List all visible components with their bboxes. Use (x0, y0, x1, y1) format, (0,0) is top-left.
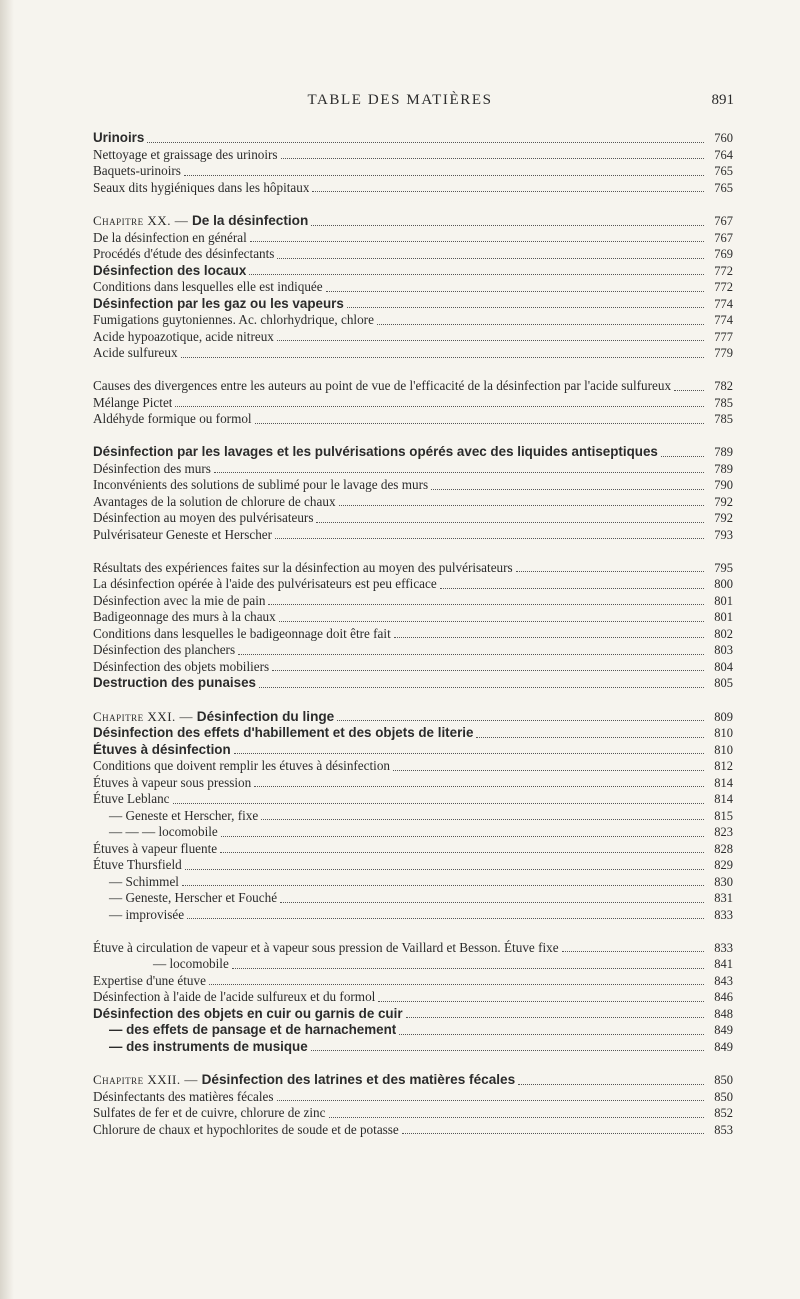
toc-entry-page: 790 (714, 478, 733, 492)
dot-leader (674, 390, 704, 391)
toc-entry-label: Pulvérisateur Geneste et Herscher (93, 526, 273, 542)
toc-entry-page: 789 (714, 461, 733, 476)
toc-entry (93, 461, 733, 478)
dot-leader (393, 770, 704, 771)
toc-entry-label: Procédés d'étude des désinfectants (93, 246, 275, 261)
toc-entry-page: 828 (714, 841, 733, 856)
toc-entry-page: 785 (714, 395, 733, 410)
toc-entry-page: 789 (714, 445, 733, 459)
toc-entry-label: Désinfection des objets en cuir ou garnis de cuir (93, 1005, 403, 1021)
toc-entry-page: 785 (714, 412, 733, 426)
toc-entry-page: 795 (714, 560, 733, 575)
toc-entry (93, 263, 733, 280)
dot-leader (255, 423, 704, 424)
toc-entry-label: Étuves à désinfection (93, 741, 231, 757)
dot-leader (254, 786, 704, 787)
toc-entry-label: Causes des divergences entre les auteurs au point de vue de l'efficacité de la désinfection par l'acide sulfureux (93, 378, 672, 393)
toc-entry (93, 642, 733, 659)
toc-entry-label: Désinfection par les gaz ou les vapeurs (93, 295, 344, 311)
toc-entry-label: La désinfection opérée à l'aide des pulvérisateurs est peu efficace (93, 576, 437, 591)
toc-entry-page: 814 (714, 775, 733, 790)
toc-entry-page: 769 (714, 247, 733, 261)
toc-entry-label: Urinoirs (93, 130, 145, 145)
dot-leader (281, 158, 704, 159)
toc-entry (93, 163, 733, 180)
toc-entry-page: 831 (714, 891, 733, 905)
dot-leader (277, 340, 704, 341)
toc-entry-page: 802 (714, 626, 733, 641)
toc-entry-label: Conditions que doivent remplir les étuves à désinfection (93, 758, 391, 773)
dot-leader (329, 1117, 704, 1118)
dot-leader (181, 357, 704, 358)
toc-entry-label: Désinfection avec la mie de pain (93, 592, 266, 608)
toc-entry-page: 782 (714, 379, 733, 393)
toc-entry-label: Étuves à vapeur fluente (93, 840, 218, 856)
toc-entry (93, 1105, 733, 1122)
toc-entry-label: Désinfection des murs (93, 460, 211, 476)
toc-entry-page: 849 (714, 1023, 733, 1037)
toc-entry-label: Résultats des expériences faites sur la désinfection au moyen des pulvérisateurs (93, 559, 513, 575)
toc-entry-label (93, 1072, 515, 1089)
toc-entry (93, 791, 733, 808)
toc-entry-page: 830 (714, 874, 733, 889)
toc-entry-page: 849 (714, 1039, 733, 1054)
toc-entry-label: Désinfection par les lavages et les pulvérisations opérés avec des liquides antiseptiques (93, 444, 658, 459)
toc-entry-label: — Schimmel (109, 873, 179, 889)
toc-entry-page: 841 (714, 957, 733, 971)
toc-entry-label (93, 709, 334, 726)
toc-entry-label: Destruction des punaises (93, 675, 256, 690)
toc-entry-label: — des effets de pansage et de harnachement (109, 1022, 397, 1037)
toc-entry-page: 843 (714, 973, 733, 988)
toc-entry (93, 411, 733, 428)
toc-entry-label (93, 213, 308, 230)
toc-entry (93, 329, 733, 346)
toc-entry (93, 1089, 733, 1106)
dot-leader (440, 588, 704, 589)
toc-entry (93, 841, 733, 858)
dot-leader (187, 918, 704, 919)
toc-entry-page: 804 (714, 659, 733, 674)
dot-leader (250, 241, 704, 242)
dot-leader (337, 720, 704, 721)
toc-entry-page: 767 (714, 214, 733, 228)
toc-entry-page: 801 (714, 593, 733, 608)
toc-entry-page: 767 (714, 230, 733, 245)
dot-leader (279, 621, 704, 622)
chapter-number: Chapitre XXI. — (93, 708, 197, 724)
toc-entry-label: Conditions dans lesquelles le badigeonnage doit être fait (93, 625, 391, 641)
dot-leader (280, 902, 704, 903)
dot-leader (347, 307, 704, 308)
toc-entry-label: — Geneste, Herscher et Fouché (109, 890, 278, 905)
toc-entry-label: Baquets-urinoirs (93, 163, 181, 178)
toc-entry (93, 510, 733, 527)
toc-entry-page: 823 (714, 825, 733, 839)
dot-leader (377, 324, 704, 325)
toc-entry-label: Étuve à circulation de vapeur et à vapeur sous pression de Vaillard et Besson. Étuve fixe (93, 939, 559, 955)
toc-entry-label: Sulfates de fer et de cuivre, chlorure de zinc (93, 1105, 326, 1120)
toc-entry-page: 793 (714, 527, 733, 542)
toc-entry-page: 760 (714, 131, 733, 145)
toc-entry-page: 850 (714, 1089, 733, 1104)
toc-entry (93, 907, 733, 924)
dot-leader (275, 538, 704, 539)
toc-entry (93, 626, 733, 643)
table-of-contents (93, 130, 733, 1138)
dot-leader (378, 1001, 704, 1002)
dot-leader (147, 142, 704, 143)
toc-entry (93, 808, 733, 825)
toc-entry-page: 850 (714, 1073, 733, 1087)
toc-entry-page: 772 (714, 263, 733, 278)
toc-entry-label: Acide sulfureux (93, 345, 178, 360)
toc-entry (93, 279, 733, 296)
toc-entry-label: De la désinfection en général (93, 229, 247, 245)
toc-entry (93, 973, 733, 990)
toc-entry-page: 812 (714, 759, 733, 773)
dot-leader (277, 1100, 704, 1101)
toc-entry-label: Désinfection au moyen des pulvérisateurs (93, 510, 314, 525)
chapter-number: Chapitre XX. — (93, 213, 192, 228)
dot-leader (476, 737, 704, 738)
toc-entry (93, 609, 733, 626)
toc-entry (93, 494, 733, 511)
dot-leader (399, 1034, 704, 1035)
dot-leader (184, 175, 704, 176)
toc-entry (93, 659, 733, 676)
toc-entry-label: — des instruments de musique (109, 1038, 308, 1054)
toc-entry-page: 774 (714, 296, 733, 311)
toc-entry (93, 477, 733, 494)
toc-entry (93, 147, 733, 164)
dot-leader (272, 670, 704, 671)
dot-leader (661, 456, 704, 457)
section-gap (93, 196, 733, 213)
toc-entry-page: 848 (714, 1006, 733, 1021)
dot-leader (394, 637, 704, 638)
toc-entry (93, 428, 733, 461)
toc-entry (93, 874, 733, 891)
toc-entry (93, 824, 733, 841)
dot-leader (311, 225, 704, 226)
toc-entry-page: 764 (714, 147, 733, 162)
toc-entry-label: — Geneste et Herscher, fixe (109, 807, 259, 823)
dot-leader (185, 869, 704, 870)
dot-leader (431, 489, 704, 490)
dot-leader (214, 472, 704, 473)
toc-entry-page: 814 (714, 792, 733, 806)
dot-leader (311, 1050, 704, 1051)
toc-entry (93, 1072, 733, 1089)
toc-entry (93, 742, 733, 759)
toc-entry (93, 857, 733, 874)
chapter-title: De la désinfection (191, 213, 309, 228)
toc-entry-page: 833 (714, 907, 733, 922)
dot-leader (259, 687, 704, 688)
toc-entry-label: — — — locomobile (109, 824, 218, 839)
dot-leader (518, 1084, 704, 1085)
dot-leader (562, 951, 704, 952)
toc-entry (93, 362, 733, 395)
toc-entry-page: 779 (714, 346, 733, 360)
dot-leader (220, 852, 704, 853)
toc-entry (93, 543, 733, 576)
toc-entry-label: — improvisée (109, 906, 185, 922)
toc-entry-label: Étuve Leblanc (93, 791, 170, 806)
dot-leader (312, 191, 704, 192)
running-head (0, 92, 800, 112)
toc-entry-page: 800 (714, 577, 733, 591)
toc-entry-page: 774 (714, 313, 733, 327)
toc-entry (93, 675, 733, 692)
chapter-number: Chapitre XXII. — (93, 1072, 202, 1087)
toc-entry (93, 709, 733, 726)
toc-entry (93, 758, 733, 775)
toc-entry-page: 809 (714, 709, 733, 724)
toc-entry-page: 833 (714, 940, 733, 955)
toc-entry-label: Fumigations guytoniennes. Ac. chlorhydrique, chlore (93, 312, 374, 327)
toc-entry (93, 1006, 733, 1023)
toc-entry-label: Étuve Thursfield (93, 857, 182, 872)
chapter-title: Désinfection du linge (196, 708, 335, 724)
dot-leader (238, 654, 704, 655)
toc-entry-label: Désinfectants des matières fécales (93, 1088, 274, 1104)
toc-entry (93, 180, 733, 197)
toc-entry (93, 775, 733, 792)
toc-entry (93, 593, 733, 610)
dot-leader (316, 522, 704, 523)
toc-entry-page: 852 (714, 1106, 733, 1120)
toc-entry-page: 777 (714, 329, 733, 344)
dot-leader (209, 984, 704, 985)
dot-leader (277, 258, 704, 259)
dot-leader (175, 406, 704, 407)
toc-entry-page: 829 (714, 858, 733, 872)
dot-leader (326, 291, 704, 292)
dot-leader (268, 604, 704, 605)
toc-entry-label: Désinfection des objets mobiliers (93, 658, 270, 674)
toc-entry-label: — locomobile (153, 956, 229, 971)
toc-entry-label: Inconvénients des solutions de sublimé pour le lavage des murs (93, 477, 429, 492)
toc-entry-page: 803 (714, 643, 733, 657)
dot-leader (249, 274, 704, 275)
toc-entry-page: 846 (714, 990, 733, 1004)
folio-page-number: 891 (711, 92, 734, 108)
dot-leader (232, 968, 704, 969)
toc-entry-label: Étuves à vapeur sous pression (93, 774, 252, 790)
toc-entry (93, 989, 733, 1006)
dot-leader (339, 505, 704, 506)
toc-entry-page: 853 (714, 1122, 733, 1137)
dot-leader (406, 1017, 704, 1018)
toc-entry-label: Désinfection des locaux (93, 262, 247, 278)
toc-entry (93, 923, 733, 956)
toc-entry-label: Nettoyage et graissage des urinoirs (93, 146, 278, 162)
dot-leader (402, 1133, 704, 1134)
running-title: TABLE DES MATIÈRES (307, 92, 493, 108)
toc-entry (93, 296, 733, 313)
section-gap (93, 1055, 733, 1072)
toc-entry-label: Expertise d'une étuve (93, 972, 206, 988)
toc-entry (93, 230, 733, 247)
toc-entry-page: 810 (714, 742, 733, 757)
toc-entry-label: Aldéhyde formique ou formol (93, 411, 252, 426)
toc-entry-page: 810 (714, 726, 733, 740)
dot-leader (221, 836, 704, 837)
toc-entry-page: 805 (714, 676, 733, 690)
page-spine-shadow (0, 0, 14, 1299)
toc-entry (93, 725, 733, 742)
toc-entry-label: Mélange Pictet (93, 394, 173, 410)
toc-entry (93, 576, 733, 593)
section-gap (93, 692, 733, 709)
toc-entry-page: 815 (714, 808, 733, 823)
dot-leader (234, 753, 704, 754)
toc-entry-label: Badigeonnage des murs à la chaux (93, 609, 276, 624)
toc-entry-page: 792 (714, 494, 733, 509)
toc-entry-label: Conditions dans lesquelles elle est indiquée (93, 279, 323, 294)
toc-entry (93, 246, 733, 263)
toc-entry (93, 213, 733, 230)
toc-entry (93, 890, 733, 907)
toc-entry-page: 801 (714, 610, 733, 624)
toc-entry (93, 527, 733, 544)
toc-entry-page: 772 (714, 280, 733, 294)
toc-entry (93, 130, 733, 147)
toc-entry-label: Acide hypoazotique, acide nitreux (93, 328, 274, 344)
toc-entry-label: Désinfection à l'aide de l'acide sulfureux et du formol (93, 989, 376, 1004)
dot-leader (516, 571, 704, 572)
dot-leader (173, 803, 704, 804)
toc-entry (93, 1039, 733, 1056)
toc-entry-label: Chlorure de chaux et hypochlorites de soude et de potasse (93, 1121, 399, 1137)
chapter-title: Désinfection des latrines et des matières fécales (201, 1072, 516, 1087)
dot-leader (261, 819, 704, 820)
toc-entry-page: 765 (714, 164, 733, 178)
toc-entry (93, 312, 733, 329)
toc-entry-page: 792 (714, 511, 733, 525)
toc-entry-page: 765 (714, 180, 733, 195)
toc-entry (93, 956, 733, 973)
dot-leader (182, 885, 704, 886)
toc-entry-label: Avantages de la solution de chlorure de chaux (93, 493, 336, 509)
toc-entry (93, 1122, 733, 1139)
toc-entry (93, 1022, 733, 1039)
toc-entry-label: Seaux dits hygiéniques dans les hôpitaux (93, 179, 310, 195)
toc-entry (93, 345, 733, 362)
toc-entry-label: Désinfection des planchers (93, 642, 236, 657)
toc-entry-label: Désinfection des effets d'habillement et des objets de literie (93, 725, 474, 740)
toc-entry (93, 395, 733, 412)
